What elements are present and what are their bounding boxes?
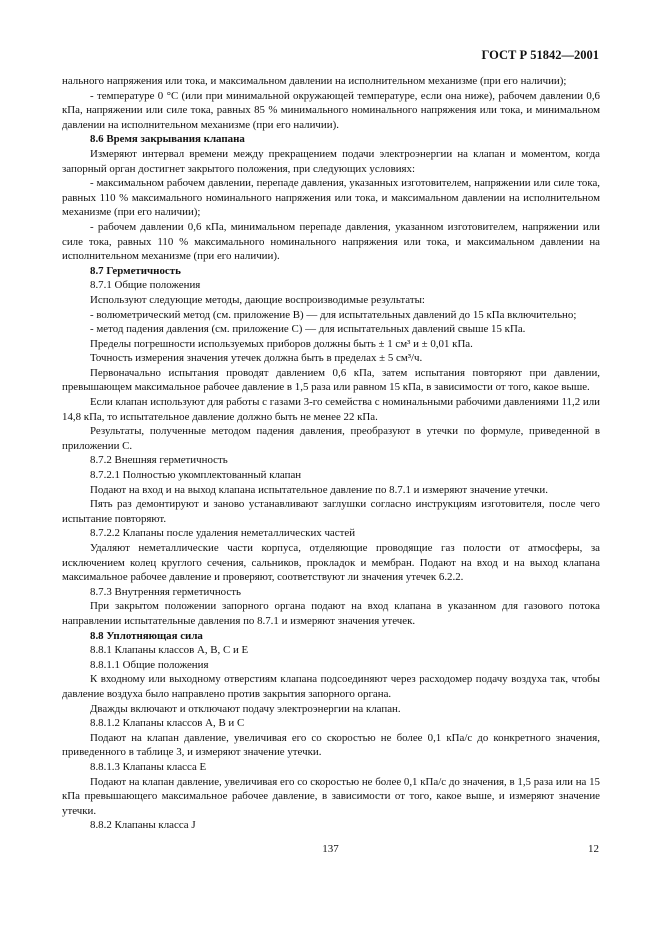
paragraph: - температуре 0 °С (или при минимальной окружающей температуре, если она ниже), рабочем давлении 0,6 кПа, напряжении или силе тока, равных 85 % минимального номинального напряжения или тока, и минимальном давлении на исполнительном механизме (при его наличии). bbox=[62, 89, 600, 131]
paragraph: 8.8.1.2 Клапаны классов А, В и С bbox=[90, 717, 245, 730]
paragraph: Подают на клапан давление, увеличивая его со скоростью не более 0,1 кПа/с до конкретного значения, приведенного в таблице 3, и измеряют значение утечки. bbox=[62, 731, 600, 759]
paragraph: К входному или выходному отверстиям клапана подсоединяют через расходомер подачу воздуха так, чтобы давление воздуха было направлено против закрытия запорного органа. bbox=[62, 673, 600, 700]
page-number-right: 12 bbox=[588, 843, 599, 855]
document-header: ГОСТ Р 51842—2001 bbox=[481, 48, 599, 62]
paragraph: Удаляют неметаллические части корпуса, отделяющие проводящие газ полости от атмосферы, за исключением колец круглого сечения, сальников, прокладок и мембран. Подают на вход и на выход клапана максимальное рабочее давление и проверяют, соответствуют ли значения утечек 6.2.2. bbox=[62, 542, 600, 584]
paragraph: Дважды включают и отключают подачу электроэнергии на клапан. bbox=[90, 702, 401, 715]
paragraph: 8.7.1 Общие положения bbox=[90, 279, 201, 292]
paragraph: Измеряют интервал времени между прекращением подачи электроэнергии на клапан и моментом, когда запорный орган достигнет закрытого положения, при следующих условиях: bbox=[62, 147, 600, 175]
section-heading: 8.7 Герметичность bbox=[90, 264, 181, 277]
document-body bbox=[62, 74, 600, 833]
paragraph: Если клапан используют для работы с газами 3-го семейства с номинальными рабочими давлениями 11,2 или 14,8 кПа, то испытательное давление должно быть не менее 22 кПа. bbox=[62, 396, 600, 423]
paragraph: - рабочем давлении 0,6 кПа, минимальном перепаде давления, указанном изготовителем, напряжении или силе тока, равных 110 % максимального номинального напряжения или тока, и максимальном давлении на исполнительном механизме (при его наличии). bbox=[62, 220, 600, 263]
paragraph: - волюметрический метод (см. приложение В) — для испытательных давлений до 15 кПа включительно; bbox=[90, 308, 577, 321]
paragraph: 8.7.3 Внутренняя герметичность bbox=[90, 585, 241, 598]
paragraph: 8.8.2 Клапаны класса J bbox=[90, 819, 196, 832]
paragraph: 8.8.1 Клапаны классов А, В, С и Е bbox=[90, 644, 249, 657]
paragraph: 8.7.2 Внешняя герметичность bbox=[90, 454, 228, 467]
paragraph: 8.8.1.1 Общие положения bbox=[90, 658, 209, 671]
paragraph: Подают на клапан давление, увеличивая его со скоростью не более 0,1 кПа/с до значения, в 1,5 раза или на 15 кПа превышающего максимальное рабочее давление, в зависимости от того, какое выше, и измеряют значение утечки. bbox=[62, 775, 600, 817]
paragraph: Точность измерения значения утечек должна быть в пределах ± 5 см³/ч. bbox=[90, 352, 423, 365]
paragraph: Первоначально испытания проводят давлением 0,6 кПа, затем испытания повторяют при давлении, превышающем максимальное рабочее давление в 1,5 раза или равном 15 кПа, в зависимости от того, какое выше. bbox=[62, 366, 600, 394]
page-number-center: 137 bbox=[322, 843, 339, 855]
paragraph: Пять раз демонтируют и заново устанавливают заглушки согласно инструкциям изготовителя, после чего испытание повторяют. bbox=[62, 498, 600, 525]
paragraph: Пределы погрешности используемых приборов должны быть ± 1 см³ и ± 0,01 кПа. bbox=[90, 337, 473, 350]
paragraph: - максимальном рабочем давлении, перепаде давления, указанных изготовителем, напряжении или силе тока, равных 110 % максимального номинального напряжения или тока, и максимальном давлении на исполнительном механизме (при его наличии); bbox=[62, 177, 600, 219]
section-heading: 8.8 Уплотняющая сила bbox=[90, 629, 203, 642]
paragraph: Подают на вход и на выход клапана испытательное давление по 8.7.1 и измеряют значение утечки. bbox=[90, 483, 548, 496]
paragraph: 8.7.2.2 Клапаны после удаления неметаллических частей bbox=[90, 527, 356, 540]
paragraph: При закрытом положении запорного органа подают на вход клапана в указанном для газового потока направлении испытательные давления по 8.7.1 и измеряют значения утечек. bbox=[62, 600, 600, 627]
paragraph: Результаты, полученные методом падения давления, преобразуют в утечки по формуле, приведенной в приложении С. bbox=[62, 425, 600, 452]
paragraph: Используют следующие методы, дающие воспроизводимые результаты: bbox=[90, 293, 425, 306]
section-heading: 8.6 Время закрывания клапана bbox=[90, 133, 245, 146]
paragraph: 8.8.1.3 Клапаны класса Е bbox=[90, 760, 207, 773]
paragraph: - метод падения давления (см. приложение С) — для испытательных давлений свыше 15 кПа. bbox=[90, 323, 526, 336]
paragraph: нального напряжения или тока, и максимальном давлении на исполнительном механизме (при его наличии); bbox=[62, 75, 567, 87]
paragraph: 8.7.2.1 Полностью укомплектованный клапан bbox=[90, 469, 302, 482]
